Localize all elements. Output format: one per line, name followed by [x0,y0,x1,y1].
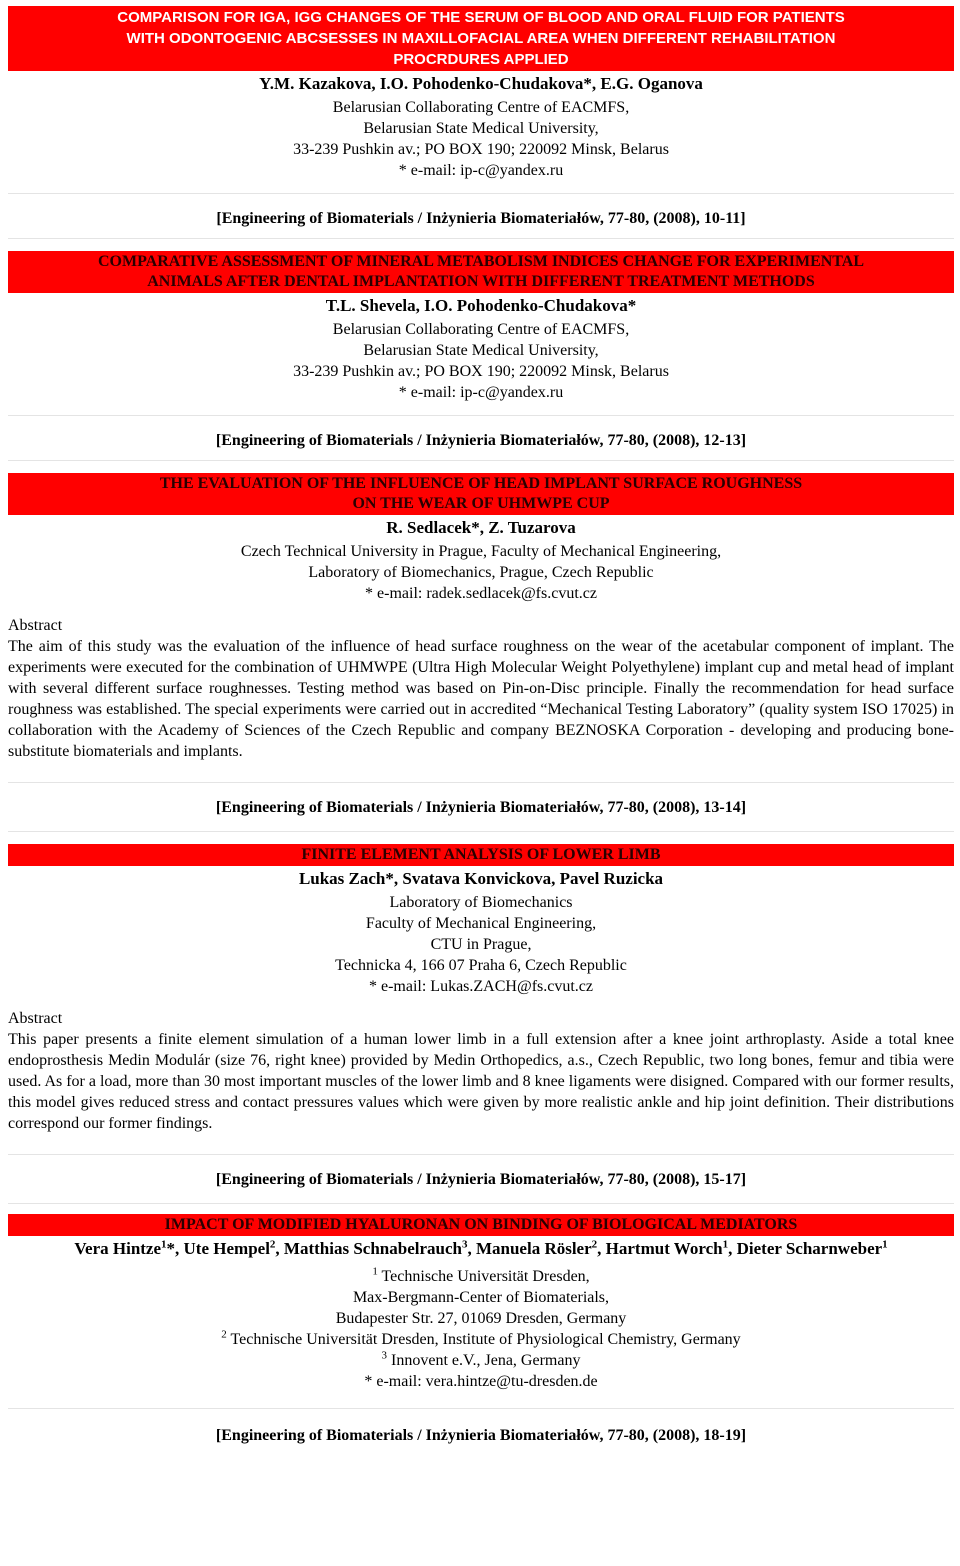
author-name: Hartmut Worch [605,1239,723,1258]
affil-mark: 3 [381,1349,388,1362]
affiliation-line: Laboratory of Biomechanics, Prague, Czech Republic [308,564,654,581]
author-separator: *, [166,1239,184,1258]
affiliation [8,541,954,604]
abstract-section [8,251,954,461]
author-separator: , [275,1239,284,1258]
affil-mark: 1 [372,1265,378,1278]
affiliation-line [8,1329,954,1350]
citation: [Engineering of Biomaterials / Inżynieria Biomateriałów, 77-80, (2008), 18-19] [8,1408,954,1447]
author-affil-mark: 1 [722,1238,729,1251]
citation: [Engineering of Biomaterials / Inżynieria Biomateriałów, 77-80, (2008), 13-14] [8,782,954,819]
author-name: Matthias Schnabelrauch [283,1239,462,1258]
email: * e-mail: ip-c@yandex.ru [398,162,564,179]
authors: Lukas Zach*, Svatava Konvickova, Pavel Ruzicka [298,869,664,888]
title-line: ON THE WEAR OF UHMWPE CUP [352,495,610,512]
affiliation [8,97,954,181]
affil-text: Innovent e.V., Jena, Germany [387,1352,581,1369]
affil-text: Technische Universität Dresden, [377,1268,590,1285]
affiliation-line [8,1266,954,1287]
citation: [Engineering of Biomaterials / Inżynieria Biomateriałów, 77-80, (2008), 15-17] [8,1154,954,1191]
affiliation-line: Belarusian Collaborating Centre of EACMFS, [332,99,630,116]
abstract-section [8,1214,954,1447]
citation: [Engineering of Biomaterials / Inżynieria Biomateriałów, 77-80, (2008), 12-13] [8,415,954,452]
title-line: THE EVALUATION OF THE INFLUENCE OF HEAD IMPLANT SURFACE ROUGHNESS [159,475,803,492]
abstract-heading: Abstract [8,1010,63,1027]
abstract-section [8,473,954,832]
email [8,1371,954,1392]
title-line: COMPARATIVE ASSESSMENT OF MINERAL METABOLISM INDICES CHANGE FOR EXPERIMENTAL [97,253,865,270]
author-affil-mark: 3 [461,1238,468,1251]
title-line: COMPARISON FOR IGA, IGG CHANGES OF THE SERUM OF BLOOD AND ORAL FLUID FOR PATIENTS [117,9,845,26]
affil-text: Max-Bergmann-Center of Biomaterials, [352,1289,610,1306]
authors: T.L. Shevela, I.O. Pohodenko-Chudakova* [325,296,637,315]
affiliation [8,319,954,403]
affil-text: * e-mail: vera.hintze@tu-dresden.de [364,1373,598,1390]
divider [8,831,954,832]
divider [8,460,954,461]
title-line: WITH ODONTOGENIC ABCSESSES IN MAXILLOFACIAL AREA WHEN DIFFERENT REHABILITATION [126,30,836,47]
section-title [8,6,954,71]
authors [8,1238,954,1260]
author-name: Vera Hintze [74,1239,162,1258]
author-affil-mark: 2 [591,1238,598,1251]
authors: Y.M. Kazakova, I.O. Pohodenko-Chudakova*, E.G. Oganova [259,74,703,93]
title-line: PROCRDURES APPLIED [393,51,569,68]
abstract-heading: Abstract [8,617,63,634]
author-separator: , [467,1239,476,1258]
document-page [8,6,954,1447]
author-name: Manuela Rösler [475,1239,592,1258]
affiliation-line [8,1287,954,1308]
affiliation [8,1266,954,1392]
affiliation-line: Technicka 4, 166 07 Praha 6, Czech Republic [335,957,627,974]
citation: [Engineering of Biomaterials / Inżynieria Biomateriałów, 77-80, (2008), 10-11] [8,193,954,230]
affiliation-line: Laboratory of Biomechanics [389,894,573,911]
author-affil-mark: 2 [269,1238,276,1251]
title-line: IMPACT OF MODIFIED HYALURONAN ON BINDING OF BIOLOGICAL MEDIATORS [164,1216,798,1233]
email: * e-mail: ip-c@yandex.ru [398,384,564,401]
abstract-text: This paper presents a finite element simulation of a human lower limb in a full extension after a knee joint arthroplasty. Aside a total knee endoprosthesis Medin Modulár (size 76, right knee) provided by Medin Orthopedics, a.s., Czech Republic, two long bones, femur and tibia were used. As for a load, more than 30 most important muscles of the lower limb and 8 knee ligaments were disigned. Compared with our former results, this model gives reduced stress and contact pressures values which were given by more realistic ankle and hip joint definition. Their distributions correspond our former findings. [8,1031,955,1132]
affiliation-line: Belarusian State Medical University, [363,342,599,359]
divider [8,238,954,239]
divider [8,1203,954,1204]
section-title [8,251,954,293]
section-title [8,473,954,515]
authors: R. Sedlacek*, Z. Tuzarova [386,518,576,537]
title-line: ANIMALS AFTER DENTAL IMPLANTATION WITH DIFFERENT TREATMENT METHODS [147,273,815,290]
abstract-section [8,844,954,1204]
author-affil-mark: 1 [882,1238,888,1251]
affiliation-line: Belarusian Collaborating Centre of EACMFS, [332,321,630,338]
affiliation-line: Faculty of Mechanical Engineering, [365,915,597,932]
affil-text: Budapester Str. 27, 01069 Dresden, Germany [335,1310,627,1327]
affiliation-line: 33-239 Pushkin av.; PO BOX 190; 220092 Minsk, Belarus [293,363,669,380]
author-name: Ute Hempel [183,1239,270,1258]
email: * e-mail: Lukas.ZACH@fs.cvut.cz [368,978,593,995]
email: * e-mail: radek.sedlacek@fs.cvut.cz [365,585,597,602]
abstract-text: The aim of this study was the evaluation of the influence of head surface roughness on the wear of the acetabular component of implant. The experiments were executed for the combination of UHMWPE (Ultra High Molecular Weight Polyethylene) implant cup and metal head of implant with several different surface roughnesses. Testing method was based on Pin-on-Disc principle. Finally the recommendation for head surface roughness was established. The special experiments were carried out in accredited “Mechanical Testing Laboratory” (quality system ISO 17025) in collaboration with the Academy of Sciences of the Czech Republic and company BEZNOSKA Corporation - developing and producing bone-substitute biomaterials and implants. [8,638,954,760]
section-title [8,844,954,866]
section-title [8,1214,954,1236]
author-separator: , [728,1239,737,1258]
affil-text: Technische Universität Dresden, Institute of Physiological Chemistry, Germany [226,1331,741,1348]
affiliation-line: CTU in Prague, [430,936,532,953]
affiliation-line [8,1308,954,1329]
affiliation-line: 33-239 Pushkin av.; PO BOX 190; 220092 Minsk, Belarus [293,141,669,158]
author-affil-mark: 1 [161,1238,167,1251]
affiliation [8,892,954,997]
author-name: Dieter Scharnweber [736,1239,883,1258]
affiliation-line: Belarusian State Medical University, [363,120,599,137]
affil-mark: 2 [221,1328,227,1341]
title-line: FINITE ELEMENT ANALYSIS OF LOWER LIMB [301,846,661,863]
abstract-section [8,6,954,239]
affiliation-line [8,1350,954,1371]
affiliation-line: Czech Technical University in Prague, Faculty of Mechanical Engineering, [240,543,722,560]
author-separator: , [597,1239,606,1258]
